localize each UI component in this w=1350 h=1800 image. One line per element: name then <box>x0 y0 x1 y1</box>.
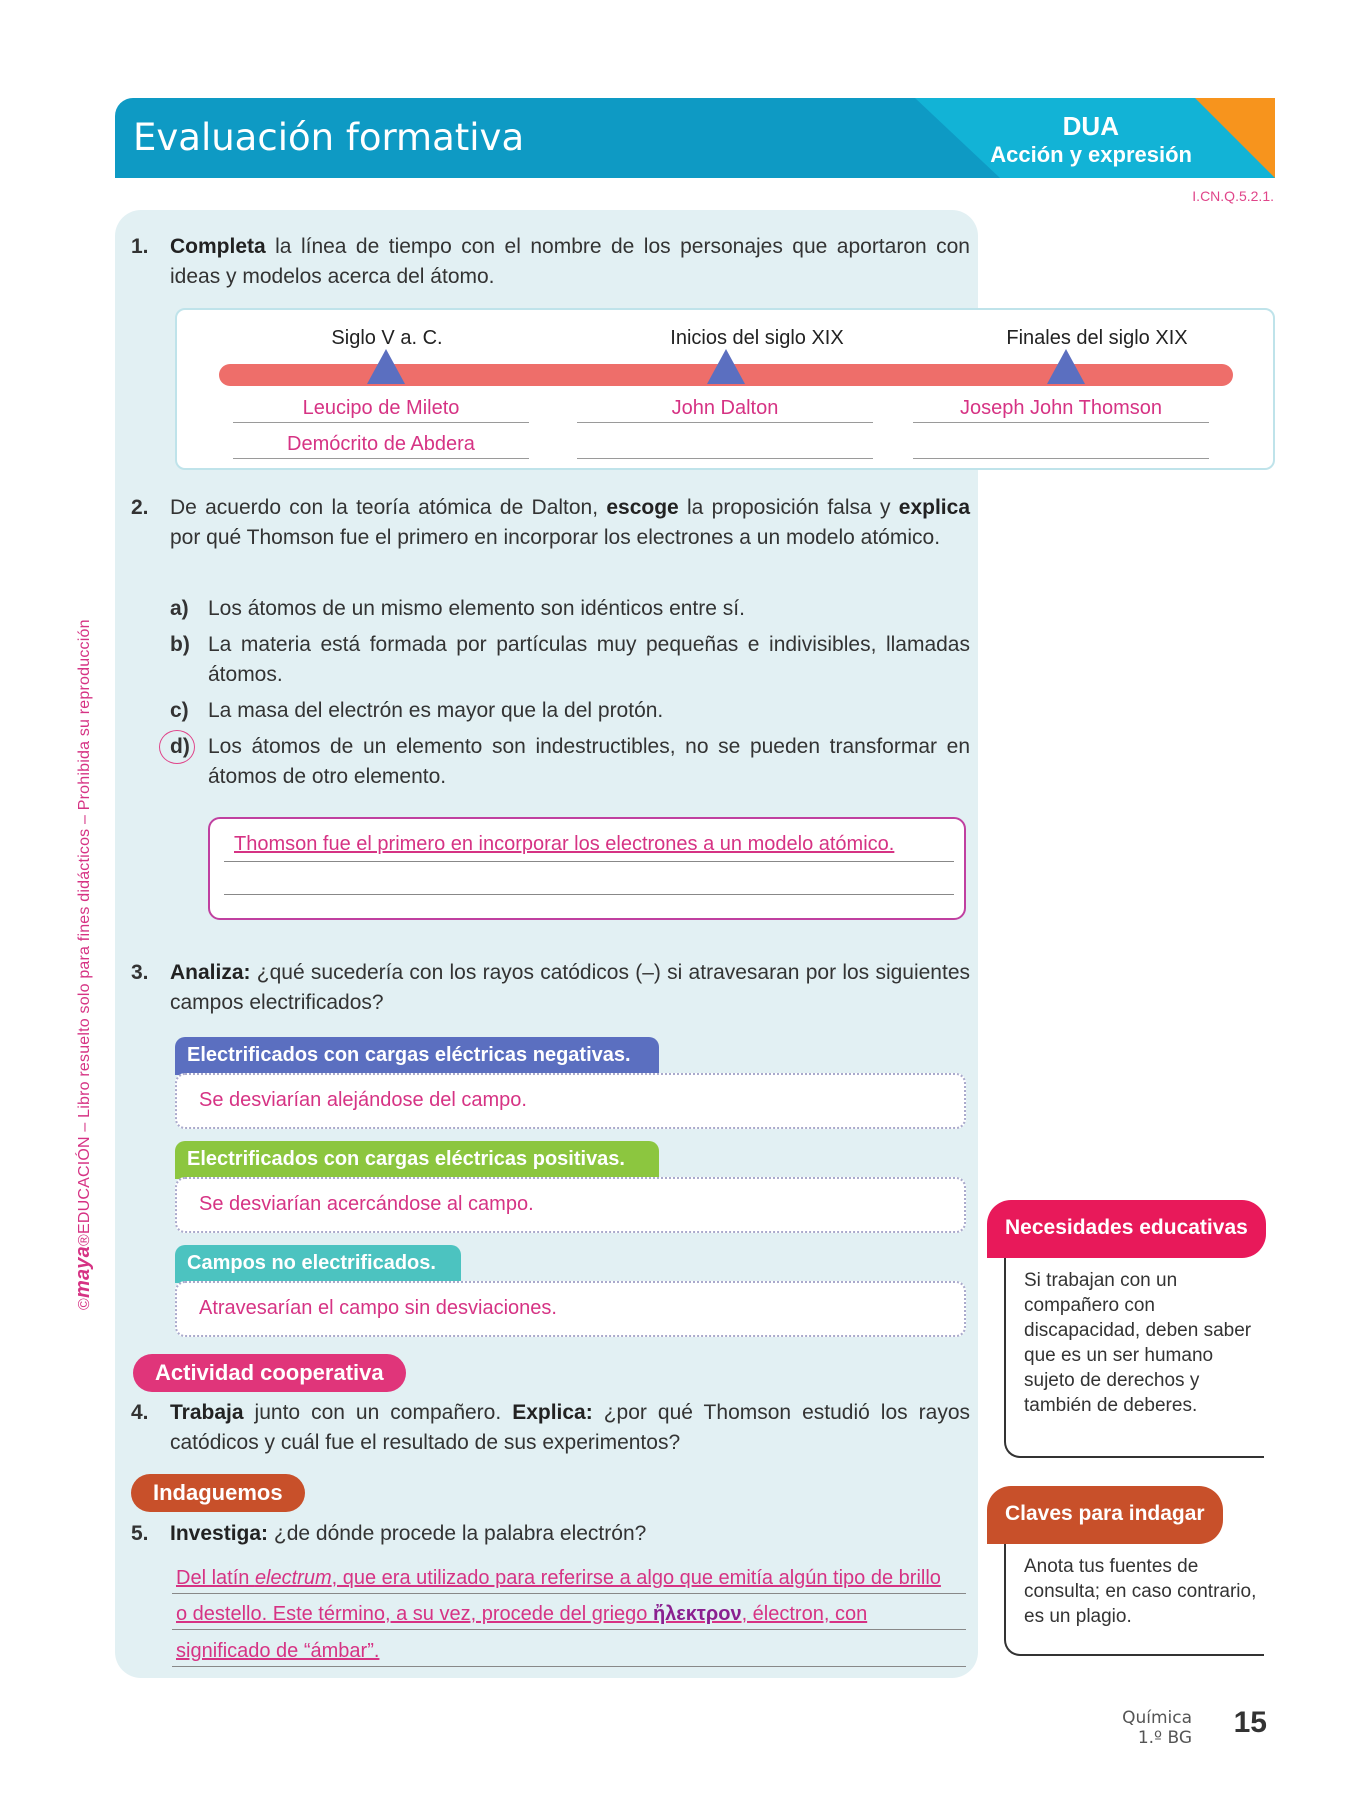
educational-needs-body <box>1004 1258 1264 1458</box>
field-answer-box-positive[interactable] <box>175 1177 966 1233</box>
research-keys-body <box>1004 1544 1264 1656</box>
timeline-marker-3 <box>1047 349 1085 384</box>
option-text: La masa del electrón es mayor que la del protón. <box>208 699 664 722</box>
field-tab-neutral: Campos no electrificados. <box>175 1245 461 1283</box>
question-2 <box>131 493 971 585</box>
option-text: Los átomos de un mismo elemento son idénticos entre sí. <box>208 597 745 620</box>
answer-italic: electrum <box>254 1567 332 1589</box>
page-number: 15 <box>1233 1706 1267 1739</box>
question-verb: escoge <box>606 496 679 519</box>
educational-needs-header: Necesidades educativas <box>987 1200 1266 1258</box>
option-letter: c) <box>170 699 189 722</box>
question-text <box>170 493 970 553</box>
explanation-answer: Thomson fue el primero en incorporar los electrones a un modelo atómico. <box>234 833 895 855</box>
question-number: 4. <box>131 1401 149 1424</box>
dua-title: DUA <box>1062 111 1119 141</box>
copyright-notice: ®EDUCACIÓN – Libro resuelto solo para fines didácticos – Prohibida su reproducción <box>76 619 93 1247</box>
timeline-label-2: Inicios del siglo XIX <box>670 327 844 349</box>
question-text-part: la proposición falsa y <box>678 496 899 519</box>
copyright-symbol: © <box>76 1298 93 1310</box>
research-answer-line-1 <box>176 1567 941 1590</box>
answer-line <box>172 1629 966 1630</box>
cooperative-activity-pill: Actividad cooperativa <box>133 1354 406 1392</box>
indaguemos-pill: Indaguemos <box>131 1474 305 1512</box>
research-answer-line-3: significado de “ámbar”. <box>176 1640 380 1662</box>
answer-line <box>233 458 529 459</box>
answer-line <box>233 422 529 423</box>
field-answer: Se desviarían alejándose del campo. <box>199 1089 527 1111</box>
option-text: Los átomos de un elemento son indestructibles, no se pueden transformar en átomos de otro elemento. <box>208 735 970 788</box>
copyright-side-text <box>72 619 95 1310</box>
answer-line <box>577 422 873 423</box>
brand-logo-text: maya <box>72 1246 94 1298</box>
option-b <box>170 630 970 690</box>
grade-level: 1.º BG <box>1137 1728 1192 1748</box>
selected-option-circle <box>159 730 195 764</box>
option-c <box>170 696 970 726</box>
answer-text: Del latín <box>176 1567 255 1589</box>
field-answer: Atravesarían el campo sin desviaciones. <box>199 1297 557 1319</box>
field-answer-box-negative[interactable] <box>175 1073 966 1129</box>
field-tab-negative: Electrificados con cargas eléctricas negativas. <box>175 1037 659 1075</box>
question-text-part: por qué Thomson fue el primero en incorporar los electrones a un modelo atómico. <box>170 526 941 549</box>
field-answer: Se desviarían acercándose al campo. <box>199 1193 534 1215</box>
question-verb: Completa <box>170 235 266 258</box>
question-verb: Explica: <box>512 1401 593 1424</box>
question-text <box>170 1398 970 1458</box>
question-text <box>170 232 970 292</box>
question-verb: Trabaja <box>170 1401 244 1424</box>
question-3 <box>131 958 971 1020</box>
field-tab-positive: Electrificados con cargas eléctricas positivas. <box>175 1141 659 1179</box>
timeline-answer-4: Demócrito de Abdera <box>287 433 475 455</box>
question-1 <box>131 232 971 294</box>
answer-text: , que era utilizado para referirse a algo que emitía algún tipo de brillo <box>331 1567 941 1589</box>
section-title: Evaluación formativa <box>133 116 525 159</box>
timeline-answer-2: John Dalton <box>671 397 779 419</box>
answer-line <box>172 1666 966 1667</box>
question-number: 5. <box>131 1522 149 1545</box>
option-letter: a) <box>170 597 189 620</box>
field-answer-box-neutral[interactable] <box>175 1281 966 1337</box>
answer-line <box>913 458 1209 459</box>
question-number: 2. <box>131 496 149 519</box>
answer-line <box>224 861 954 862</box>
question-rest: ¿qué sucedería con los rayos catódicos (–) si atravesaran por los siguientes campos electrificados? <box>170 961 970 1014</box>
footer-subject <box>1122 1708 1192 1748</box>
question-text-part: ¿por qué Thomson estudió los rayos catódicos y cuál fue el resultado de sus experimentos? <box>170 1401 971 1454</box>
option-d <box>170 732 970 792</box>
question-verb: explica <box>898 496 970 519</box>
question-text-part: junto con un compañero. <box>243 1401 513 1424</box>
dua-subtitle: Acción y expresión <box>990 142 1192 167</box>
timeline-answer-3: Joseph John Thomson <box>960 397 1162 419</box>
question-rest: la línea de tiempo con el nombre de los personajes que aportaron con ideas y modelos acerca del átomo. <box>170 235 970 288</box>
research-keys-text: Anota tus fuentes de consulta; en caso contrario, es un plagio. <box>1024 1556 1257 1627</box>
research-keys-header: Claves para indagar <box>987 1486 1223 1544</box>
answer-text: o destello. Este término, a su vez, procede del griego <box>176 1603 653 1625</box>
educational-needs-text: Si trabajan con un compañero con discapacidad, deben saber que es un ser humano sujeto de derechos y también de deberes. <box>1024 1270 1252 1416</box>
answer-line <box>172 1593 966 1594</box>
timeline-marker-1 <box>367 349 405 384</box>
subject-name: Química <box>1122 1708 1192 1728</box>
option-letter: b) <box>170 633 190 656</box>
timeline-label-1: Siglo V a. C. <box>331 327 443 349</box>
question-text <box>170 958 970 1018</box>
timeline-marker-2 <box>707 349 745 384</box>
question-verb: Analiza: <box>170 961 251 984</box>
question-verb: Investiga: <box>170 1522 269 1545</box>
answer-line <box>224 894 954 895</box>
answer-text: , électron, con <box>741 1603 868 1625</box>
explanation-box[interactable] <box>208 817 966 920</box>
question-text-part: De acuerdo con la teoría atómica de Dalton, <box>170 496 607 519</box>
question-number: 1. <box>131 235 149 258</box>
curriculum-code: I.CN.Q.5.2.1. <box>1192 188 1274 204</box>
option-a <box>170 594 970 624</box>
question-number: 3. <box>131 961 149 984</box>
question-text <box>170 1519 970 1549</box>
timeline <box>175 308 1275 470</box>
option-text: La materia está formada por partículas muy pequeñas e indivisibles, llamadas átomos. <box>208 633 970 686</box>
option-letter: d) <box>170 735 190 758</box>
answer-line <box>913 422 1209 423</box>
greek-word: ἤλεκτρον <box>652 1603 742 1625</box>
answer-line <box>577 458 873 459</box>
question-4 <box>131 1398 971 1460</box>
timeline-label-3: Finales del siglo XIX <box>1006 327 1188 349</box>
question-rest: ¿de dónde procede la palabra electrón? <box>268 1522 647 1545</box>
timeline-answer-1: Leucipo de Mileto <box>302 397 460 419</box>
question-5 <box>131 1519 971 1549</box>
research-answer-line-2 <box>176 1603 867 1626</box>
section-header <box>115 98 1275 178</box>
